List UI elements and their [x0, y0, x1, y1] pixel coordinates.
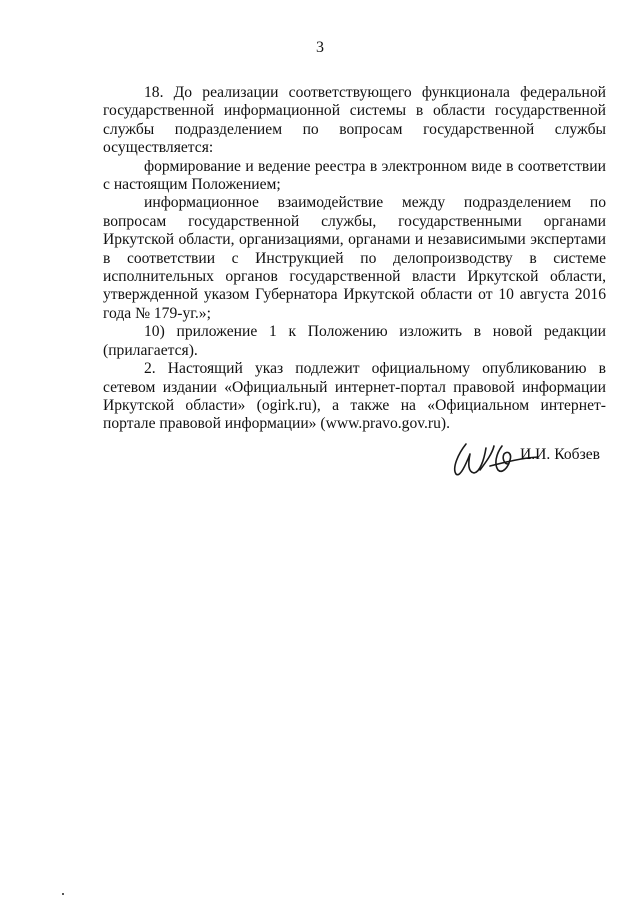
signature-block — [450, 440, 620, 480]
paragraph-interaction: информационное взаимодействие между подразделением по вопросам государственной службы, государственными органами Иркутской области, организациями, органами и независимыми экспертами в соответствии с Инструкцией по делопроизводству в системе исполнительных органов государственной власти Иркутской области, утвержденной указом Губернатора Иркутской области от 10 августа 2016 года № 179-уг.»; — [103, 194, 606, 322]
signer-name: И.И. Кобзев — [520, 446, 601, 463]
paragraph-registry: формирование и ведение реестра в электронном виде в соответствии с настоящим Положением; — [103, 157, 606, 194]
paragraph-item-18: 18. До реализации соответствующего функционала федеральной государственной информационной системы в области государственной службы подразделением по вопросам государственной службы осуществляется: — [103, 84, 606, 157]
document-body — [103, 84, 606, 434]
page-number: 3 — [316, 39, 324, 56]
scan-mark — [62, 893, 64, 895]
paragraph-publication: 2. Настоящий указ подлежит официальному опубликованию в сетевом издании «Официальный интернет-портал правовой информации Иркутской области» (ogirk.ru), а также на «Официальном интернет-портале правовой информации» (www.pravo.gov.ru). — [103, 360, 606, 433]
paragraph-item-10: 10) приложение 1 к Положению изложить в новой редакции (прилагается). — [103, 323, 606, 359]
